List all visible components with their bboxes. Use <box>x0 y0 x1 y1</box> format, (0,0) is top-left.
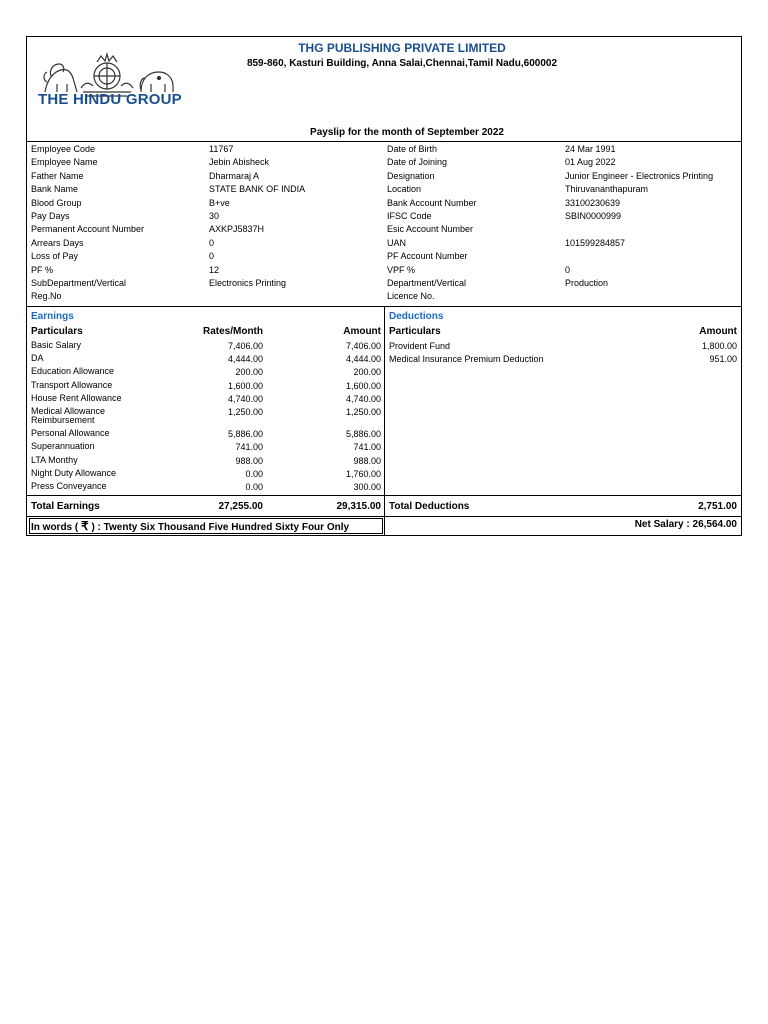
earning-rate: 1,250.00 <box>227 407 263 417</box>
deductions-title: Deductions <box>389 311 444 322</box>
info-label: Pay Days <box>31 211 70 221</box>
company-name: THG PUBLISHING PRIVATE LIMITED <box>298 41 506 55</box>
info-label: Location <box>387 184 422 195</box>
earning-rate: 4,444.00 <box>227 354 263 364</box>
earning-name: Personal Allowance <box>31 428 110 438</box>
info-value: 101599284857 <box>565 237 626 248</box>
info-label: Licence No. <box>387 291 435 302</box>
deduction-amount: 951.00 <box>709 354 737 364</box>
info-label: Loss of Pay <box>31 251 79 262</box>
total-deductions-label: Total Deductions <box>389 501 470 512</box>
earning-amount: 7,406.00 <box>345 341 381 351</box>
info-value: Electronics Printing <box>209 278 287 288</box>
amount-in-words <box>31 519 349 533</box>
earning-amount: 4,444.00 <box>345 354 381 364</box>
earning-name: Medical Allowance Reimbursement <box>31 406 106 425</box>
info-label: VPF % <box>387 264 416 275</box>
info-label: PF % <box>31 264 54 275</box>
company-address: 859-860, Kasturi Building, Anna Salai,Chennai,Tamil Nadu,600002 <box>246 58 558 69</box>
info-value: 24 Mar 1991 <box>565 144 616 154</box>
info-value: Thiruvananthapuram <box>565 184 649 195</box>
earning-rate: 741.00 <box>235 442 263 452</box>
earning-rate: 0.00 <box>245 482 263 492</box>
payslip-title: Payslip for the month of September 2022 <box>310 127 504 138</box>
info-label: Esic Account Number <box>387 224 474 235</box>
info-value: Dharmaraj A <box>209 170 260 181</box>
info-label: Department/Vertical <box>387 278 467 288</box>
info-value: 12 <box>209 264 220 275</box>
info-value: SBIN0000999 <box>565 211 622 221</box>
earning-amount: 1,250.00 <box>345 407 381 417</box>
earning-amount: 300.00 <box>353 482 381 492</box>
earning-name: LTA Monthy <box>31 455 78 465</box>
info-label: Employee Name <box>31 157 98 168</box>
earning-amount: 4,740.00 <box>345 394 381 404</box>
earnings-rates-header: Rates/Month <box>203 326 263 337</box>
deductions-amount-header: Amount <box>699 326 737 337</box>
info-label: Reg.No <box>31 291 62 302</box>
total-earnings-rate: 27,255.00 <box>218 501 263 512</box>
earning-rate: 4,740.00 <box>227 394 263 404</box>
info-value: AXKPJ5837H <box>209 224 265 235</box>
info-value: Junior Engineer - Electronics Printing <box>565 170 714 181</box>
earning-name: House Rent Allowance <box>31 393 122 403</box>
info-label: Bank Name <box>31 184 79 195</box>
info-label: Date of Birth <box>387 144 438 154</box>
earning-rate: 1,600.00 <box>227 381 263 391</box>
deduction-amount: 1,800.00 <box>701 341 737 351</box>
earning-name: Transport Allowance <box>31 380 113 390</box>
info-value: Production <box>565 278 609 288</box>
info-value: 0 <box>209 237 215 248</box>
earning-rate: 988.00 <box>235 456 263 466</box>
earning-amount: 741.00 <box>353 442 381 452</box>
earning-rate: 0.00 <box>245 469 263 479</box>
info-label: UAN <box>387 237 407 248</box>
info-value: 0 <box>565 264 571 275</box>
rupee-icon: ₹ <box>81 519 89 533</box>
info-label: Arrears Days <box>31 237 84 248</box>
payslip <box>26 36 742 536</box>
info-label: IFSC Code <box>387 211 432 221</box>
net-salary: Net Salary : 26,564.00 <box>634 519 737 530</box>
total-earnings-label: Total Earnings <box>31 501 100 512</box>
earning-name: Night Duty Allowance <box>31 468 117 478</box>
deduction-name: Medical Insurance Premium Deduction <box>389 354 544 364</box>
employee-info <box>27 141 741 307</box>
earning-name: Press Conveyance <box>31 481 107 491</box>
footer-top-line <box>27 516 741 517</box>
words-text: ) : Twenty Six Thousand Five Hundred Sixty Four Only <box>91 522 350 533</box>
totals-top-line <box>27 495 741 496</box>
earnings-amount-header: Amount <box>343 326 381 337</box>
info-label: Blood Group <box>31 197 82 208</box>
info-value: 11767 <box>209 144 234 154</box>
info-value: Jebin Abisheck <box>209 157 270 168</box>
info-label: Bank Account Number <box>387 197 477 208</box>
total-deductions-amount: 2,751.00 <box>698 501 737 512</box>
earning-amount: 988.00 <box>353 456 381 466</box>
info-label: Father Name <box>31 170 84 181</box>
earning-name: Basic Salary <box>31 340 82 350</box>
deductions-particulars-header: Particulars <box>389 326 441 337</box>
logo-text: THE HINDU GROUP <box>38 91 182 108</box>
words-prefix: In words ( <box>31 522 79 533</box>
earning-rate: 7,406.00 <box>227 341 263 351</box>
info-value: 0 <box>209 251 215 262</box>
info-value: 01 Aug 2022 <box>565 157 616 168</box>
info-label: Designation <box>387 170 435 181</box>
info-value: STATE BANK OF INDIA <box>209 184 306 195</box>
info-label: PF Account Number <box>387 251 468 262</box>
info-label: SubDepartment/Vertical <box>31 278 127 288</box>
earning-name: Superannuation <box>31 441 95 451</box>
earning-name: DA <box>31 353 44 363</box>
earning-rate: 5,886.00 <box>227 429 263 439</box>
earning-rate: 200.00 <box>235 367 263 377</box>
deduction-name: Provident Fund <box>389 341 451 351</box>
info-value: B+ve <box>209 197 230 208</box>
total-earnings-amount: 29,315.00 <box>336 501 381 512</box>
info-value: 30 <box>209 211 220 221</box>
earning-name: Education Allowance <box>31 366 115 376</box>
info-value: 33100230639 <box>565 197 621 208</box>
earning-amount: 1,760.00 <box>345 469 381 479</box>
info-label: Permanent Account Number <box>31 224 145 235</box>
earning-amount: 200.00 <box>353 367 381 377</box>
earnings-title: Earnings <box>31 311 74 322</box>
earnings-particulars-header: Particulars <box>31 326 83 337</box>
column-divider <box>384 306 385 536</box>
info-label: Date of Joining <box>387 157 448 168</box>
earning-amount: 5,886.00 <box>345 429 381 439</box>
info-label: Employee Code <box>31 144 96 154</box>
earning-amount: 1,600.00 <box>345 381 381 391</box>
